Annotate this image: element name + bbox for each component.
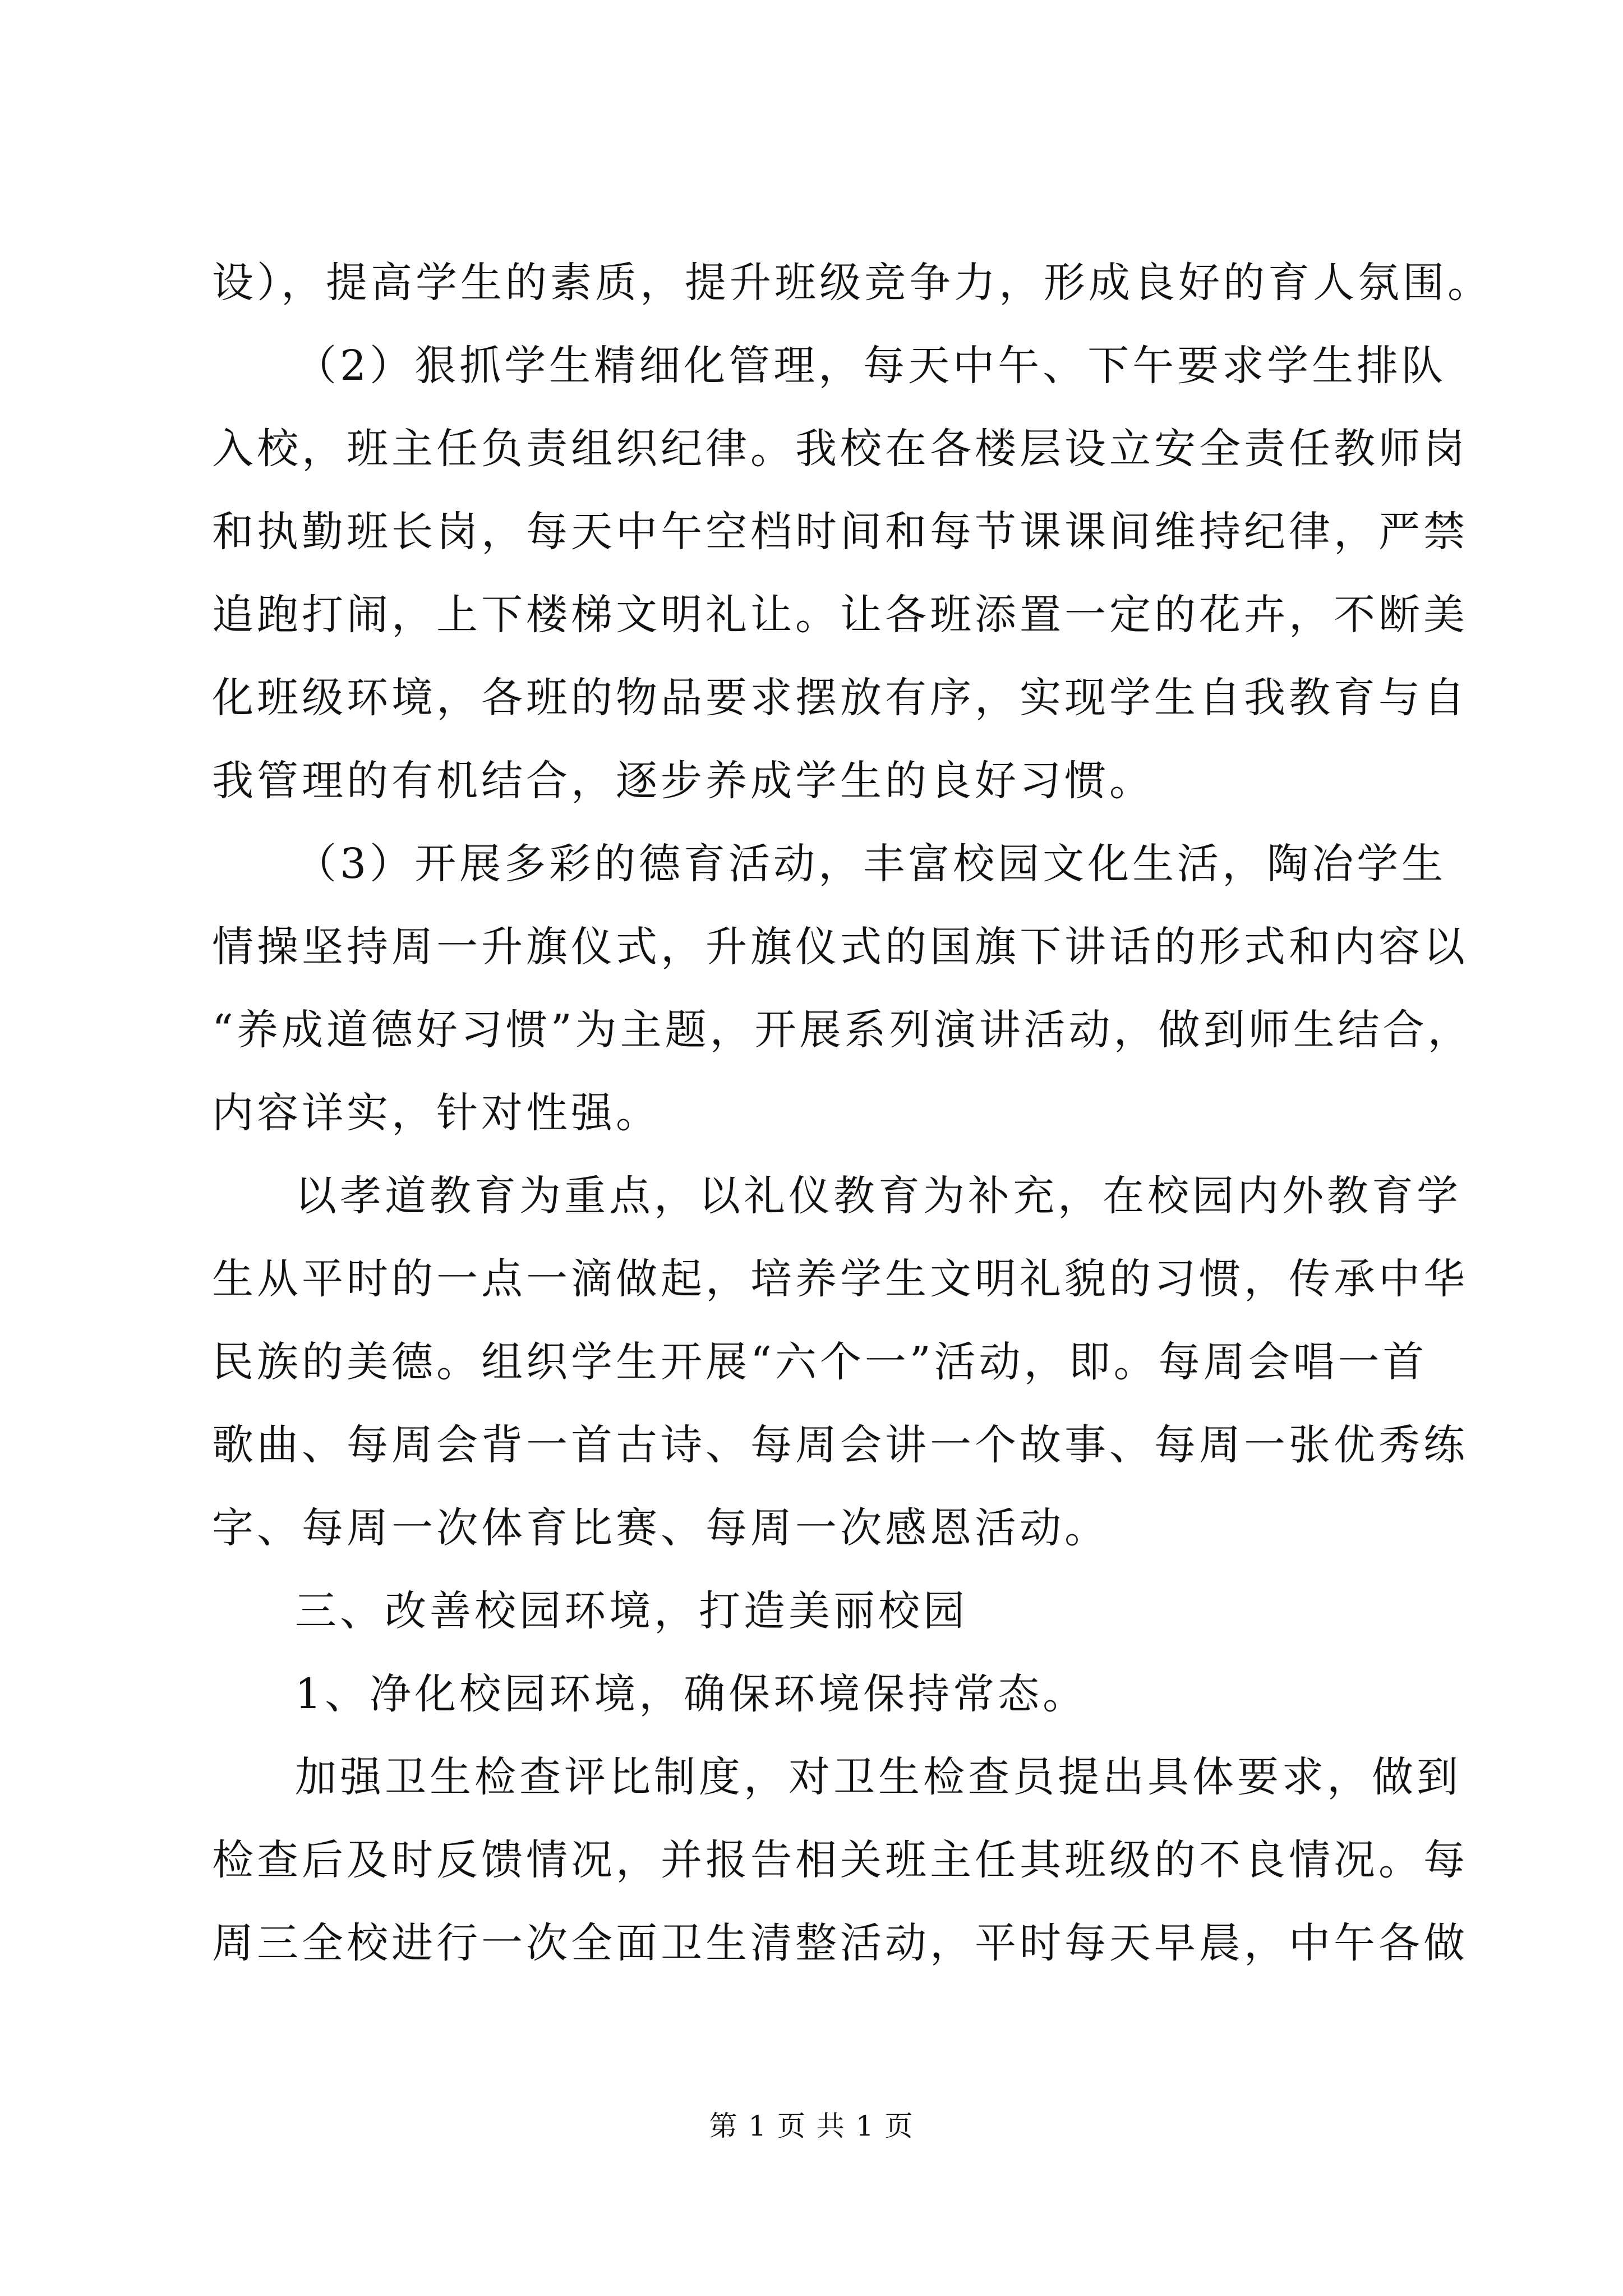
text-line: （2）狠抓学生精细化管理，每天中午、下午要求学生排队 bbox=[295, 342, 1447, 390]
text-line: 三、改善校园环境，打造美丽校园 bbox=[295, 1587, 968, 1635]
text-line: 追跑打闹，上下楼梯文明礼让。让各班添置一定的花卉，不断美 bbox=[212, 591, 1468, 639]
text-line: 情操坚持周一升旗仪式，升旗仪式的国旗下讲话的形式和内容以 bbox=[212, 923, 1468, 971]
page-footer: 第 1 页 共 1 页 bbox=[709, 2110, 914, 2142]
text-line: （3）开展多彩的德育活动，丰富校园文化生活，陶冶学生 bbox=[295, 840, 1447, 888]
text-line: 以孝道教育为重点，以礼仪教育为补充，在校园内外教育学 bbox=[295, 1172, 1461, 1220]
text-line: 歌曲、每周会背一首古诗、每周会讲一个故事、每周一张优秀练 bbox=[212, 1421, 1468, 1469]
text-line: 加强卫生检查评比制度，对卫生检查员提出具体要求，做到 bbox=[295, 1753, 1461, 1801]
text-line: 我管理的有机结合，逐步养成学生的良好习惯。 bbox=[212, 757, 1154, 805]
text-line: 字、每周一次体育比赛、每周一次感恩活动。 bbox=[212, 1504, 1109, 1552]
text-line: 内容详实，针对性强。 bbox=[212, 1089, 661, 1137]
text-line: “养成道德好习惯”为主题，开展系列演讲活动，做到师生结合， bbox=[212, 1006, 1473, 1054]
text-line: 周三全校进行一次全面卫生清整活动，平时每天早晨，中午各做 bbox=[212, 1919, 1468, 1967]
text-line: 民族的美德。组织学生开展“六个一”活动，即。每周会唱一首 bbox=[212, 1338, 1428, 1386]
text-line: 入校，班主任负责组织纪律。我校在各楼层设立安全责任教师岗 bbox=[212, 425, 1468, 473]
text-line: 检查后及时反馈情况，并报告相关班主任其班级的不良情况。每 bbox=[212, 1836, 1468, 1884]
document-body bbox=[212, 241, 1492, 1985]
text-line: 生从平时的一点一滴做起，培养学生文明礼貌的习惯，传承中华 bbox=[212, 1255, 1468, 1303]
text-line: 设），提高学生的素质，提升班级竞争力，形成良好的育人氛围。 bbox=[212, 259, 1492, 307]
text-line: 和执勤班长岗，每天中午空档时间和每节课课间维持纪律，严禁 bbox=[212, 508, 1468, 556]
text-line: 1、净化校园环境，确保环境保持常态。 bbox=[295, 1670, 1088, 1718]
text-line: 化班级环境，各班的物品要求摆放有序，实现学生自我教育与自 bbox=[212, 674, 1468, 722]
